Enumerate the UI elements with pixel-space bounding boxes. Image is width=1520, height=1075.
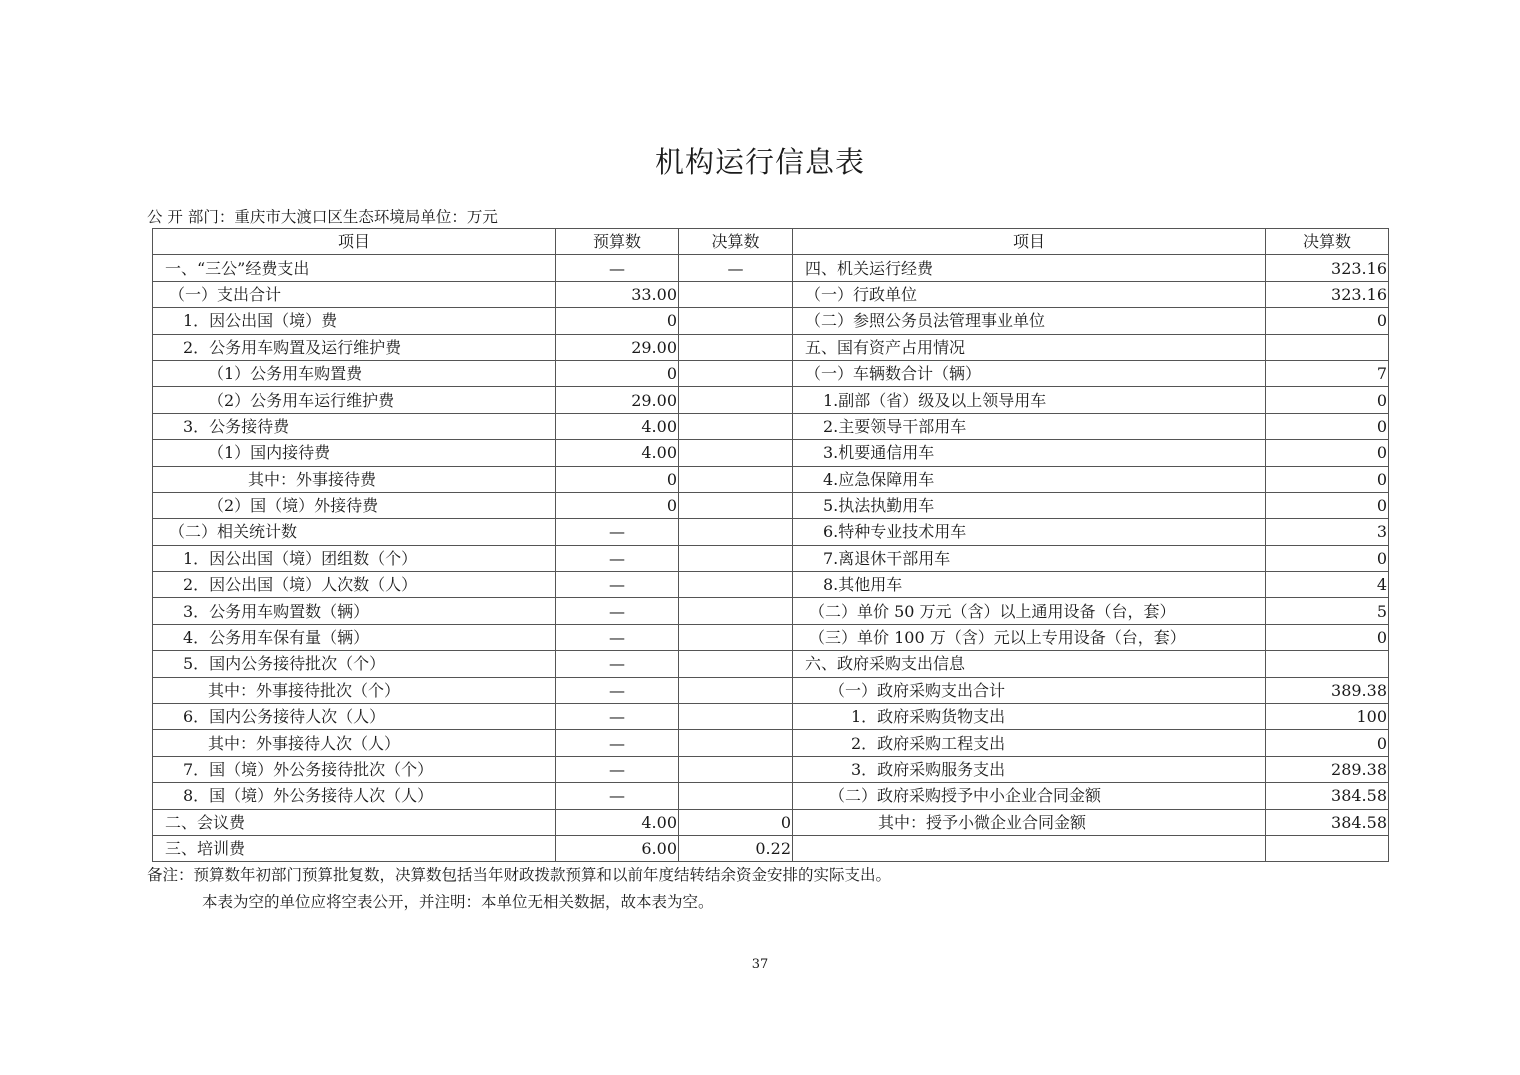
cell-l-item: 2．公务用车购置及运行维护费 [153, 334, 556, 360]
cell-l-item: 4．公务用车保有量（辆） [153, 624, 556, 650]
cell-l-item: （一）支出合计 [153, 281, 556, 307]
cell-r-final: 0 [1266, 387, 1389, 413]
cell-l-budget: 0 [556, 308, 679, 334]
cell-r-item: 7.离退休干部用车 [793, 545, 1266, 571]
cell-r-item: 5.执法执勤用车 [793, 492, 1266, 518]
dash-mark: — [609, 760, 625, 779]
cell-r-item: 4.应急保障用车 [793, 466, 1266, 492]
cell-r-item: （一）政府采购支出合计 [793, 677, 1266, 703]
cell-l-final [679, 255, 793, 281]
table-row [153, 519, 1389, 545]
cell-l-final [679, 756, 793, 782]
cell-l-item: （2）公务用车运行维护费 [153, 387, 556, 413]
cell-r-item: 3.机要通信用车 [793, 440, 1266, 466]
cell-l-final [679, 598, 793, 624]
cell-r-item [793, 835, 1266, 861]
cell-l-item: 3．公务接待费 [153, 413, 556, 439]
page-number: 37 [751, 957, 769, 972]
cell-r-final: 5 [1266, 598, 1389, 624]
cell-l-final [679, 704, 793, 730]
cell-l-budget [556, 783, 679, 809]
cell-r-final: 384.58 [1266, 783, 1389, 809]
dash-mark: — [609, 258, 625, 278]
header-item-right: 项目 [793, 229, 1266, 255]
dash-mark: — [609, 654, 625, 674]
table-row [153, 466, 1389, 492]
cell-r-final: 0 [1266, 624, 1389, 650]
cell-l-final [679, 413, 793, 439]
cell-l-budget [556, 255, 679, 281]
note-line-2: 本表为空的单位应将空表公开，并注明：本单位无相关数据，故本表为空。 [202, 893, 714, 911]
cell-l-budget: 0 [556, 466, 679, 492]
dash-mark: — [609, 733, 625, 753]
institution-info-table [152, 228, 1389, 862]
dash-mark: — [609, 522, 625, 542]
cell-r-final: 100 [1266, 704, 1389, 730]
notes [147, 862, 891, 916]
cell-l-budget: 4.00 [556, 809, 679, 835]
cell-r-item: 五、国有资产占用情况 [793, 334, 1266, 360]
table-header-row [153, 229, 1389, 255]
table-row [153, 308, 1389, 334]
cell-l-budget: 29.00 [556, 387, 679, 413]
cell-l-final [679, 360, 793, 386]
page-title: 机构运行信息表 [654, 145, 865, 179]
cell-r-final [1266, 334, 1389, 360]
cell-r-item: 1.副部（省）级及以上领导用车 [793, 387, 1266, 413]
dash-mark: — [609, 601, 625, 621]
dash-mark: — [609, 548, 625, 568]
cell-r-final: 0 [1266, 545, 1389, 571]
cell-l-final [679, 492, 793, 518]
cell-l-budget [556, 624, 679, 650]
cell-r-item: （三）单价 100 万（含）元以上专用设备（台，套） [793, 624, 1266, 650]
cell-r-final [1266, 651, 1389, 677]
cell-r-final [1266, 835, 1389, 861]
table-row [153, 572, 1389, 598]
table-row [153, 492, 1389, 518]
table-row [153, 704, 1389, 730]
cell-r-final: 0 [1266, 730, 1389, 756]
cell-l-final [679, 466, 793, 492]
cell-r-item: （一）行政单位 [793, 281, 1266, 307]
cell-l-item: （2）国（境）外接待费 [153, 492, 556, 518]
table-row [153, 360, 1389, 386]
cell-r-item: 2.主要领导干部用车 [793, 413, 1266, 439]
table-row [153, 255, 1389, 281]
table-row [153, 730, 1389, 756]
cell-l-budget: 33.00 [556, 281, 679, 307]
cell-l-final [679, 387, 793, 413]
cell-l-final [679, 730, 793, 756]
table-row [153, 809, 1389, 835]
dash-mark: — [609, 786, 625, 806]
cell-l-budget: 0 [556, 492, 679, 518]
cell-l-budget [556, 598, 679, 624]
cell-r-item: 3．政府采购服务支出 [793, 756, 1266, 782]
cell-l-budget [556, 677, 679, 703]
cell-l-final [679, 783, 793, 809]
cell-r-item: 四、机关运行经费 [793, 255, 1266, 281]
cell-l-item: 1．因公出国（境）团组数（个） [153, 545, 556, 571]
cell-r-final: 0 [1266, 466, 1389, 492]
cell-r-final: 0 [1266, 492, 1389, 518]
dash-mark: — [727, 258, 744, 278]
department-unit-line: 公 开 部门：重庆市大渡口区生态环境局单位：万元 [147, 208, 498, 226]
cell-l-item: 其中：外事接待人次（人） [153, 730, 556, 756]
cell-r-final: 384.58 [1266, 809, 1389, 835]
dash-mark: — [609, 680, 625, 700]
cell-r-final: 323.16 [1266, 281, 1389, 307]
cell-l-budget: 29.00 [556, 334, 679, 360]
cell-l-final [679, 281, 793, 307]
cell-l-item: 其中：外事接待费 [153, 466, 556, 492]
cell-l-item: 二、会议费 [153, 809, 556, 835]
note-line-1: 备注：预算数年初部门预算批复数，决算数包括当年财政拨款预算和以前年度结转结余资金安排的实际支出。 [147, 866, 892, 884]
header-item-left: 项目 [153, 229, 556, 255]
cell-r-item: 8.其他用车 [793, 572, 1266, 598]
cell-l-final [679, 440, 793, 466]
cell-l-final [679, 651, 793, 677]
cell-r-final: 0 [1266, 308, 1389, 334]
dash-mark: — [609, 628, 625, 648]
table-row [153, 677, 1389, 703]
cell-l-item: 6．国内公务接待人次（人） [153, 704, 556, 730]
cell-l-item: 其中：外事接待批次（个） [153, 677, 556, 703]
table-row [153, 598, 1389, 624]
cell-l-final [679, 677, 793, 703]
cell-l-budget: 4.00 [556, 440, 679, 466]
dash-mark: — [609, 575, 625, 595]
cell-r-item: 2．政府采购工程支出 [793, 730, 1266, 756]
cell-l-item: 3．公务用车购置数（辆） [153, 598, 556, 624]
table-row [153, 545, 1389, 571]
cell-l-budget: 6.00 [556, 835, 679, 861]
cell-r-final: 4 [1266, 572, 1389, 598]
cell-l-budget: 0 [556, 360, 679, 386]
cell-r-item: 1．政府采购货物支出 [793, 704, 1266, 730]
cell-l-final: 0.22 [679, 835, 793, 861]
cell-r-final: 389.38 [1266, 677, 1389, 703]
table-row [153, 624, 1389, 650]
cell-l-item: 三、培训费 [153, 835, 556, 861]
cell-r-item: （二）单价 50 万元（含）以上通用设备（台，套） [793, 598, 1266, 624]
cell-l-item: （二）相关统计数 [153, 519, 556, 545]
cell-r-item: （二）参照公务员法管理事业单位 [793, 308, 1266, 334]
header-final-left: 决算数 [679, 229, 793, 255]
header-final-right: 决算数 [1266, 229, 1389, 255]
cell-l-budget [556, 756, 679, 782]
cell-l-item: （1）国内接待费 [153, 440, 556, 466]
cell-l-final [679, 545, 793, 571]
cell-r-item: （二）政府采购授予中小企业合同金额 [793, 783, 1266, 809]
cell-l-item: 7．国（境）外公务接待批次（个） [153, 756, 556, 782]
cell-l-budget: 4.00 [556, 413, 679, 439]
cell-l-item: 5．国内公务接待批次（个） [153, 651, 556, 677]
cell-l-budget [556, 545, 679, 571]
cell-l-budget [556, 651, 679, 677]
cell-r-item: 其中：授予小微企业合同金额 [793, 809, 1266, 835]
table-row [153, 387, 1389, 413]
cell-r-final: 0 [1266, 440, 1389, 466]
cell-l-final [679, 572, 793, 598]
table-row [153, 281, 1389, 307]
table-row [153, 334, 1389, 360]
cell-r-final: 7 [1266, 360, 1389, 386]
cell-l-budget [556, 730, 679, 756]
header-budget: 预算数 [556, 229, 679, 255]
cell-l-item: 1．因公出国（境）费 [153, 308, 556, 334]
cell-l-final [679, 334, 793, 360]
cell-r-item: （一）车辆数合计（辆） [793, 360, 1266, 386]
cell-r-final: 0 [1266, 413, 1389, 439]
cell-l-item: 2．因公出国（境）人次数（人） [153, 572, 556, 598]
table-row [153, 651, 1389, 677]
cell-l-item: 8．国（境）外公务接待人次（人） [153, 783, 556, 809]
table-row [153, 835, 1389, 861]
table-row [153, 783, 1389, 809]
cell-r-final: 3 [1266, 519, 1389, 545]
table-row [153, 440, 1389, 466]
cell-l-final: 0 [679, 809, 793, 835]
cell-l-final [679, 624, 793, 650]
cell-r-final: 323.16 [1266, 255, 1389, 281]
cell-l-budget [556, 572, 679, 598]
cell-l-final [679, 519, 793, 545]
cell-l-final [679, 308, 793, 334]
cell-r-item: 6.特种专业技术用车 [793, 519, 1266, 545]
cell-l-budget [556, 704, 679, 730]
cell-l-item: 一、“三公”经费支出 [153, 255, 556, 281]
cell-r-final: 289.38 [1266, 756, 1389, 782]
table-row [153, 756, 1389, 782]
dash-mark: — [609, 707, 625, 727]
cell-l-budget [556, 519, 679, 545]
cell-l-item: （1）公务用车购置费 [153, 360, 556, 386]
cell-r-item: 六、政府采购支出信息 [793, 651, 1266, 677]
table-row [153, 413, 1389, 439]
